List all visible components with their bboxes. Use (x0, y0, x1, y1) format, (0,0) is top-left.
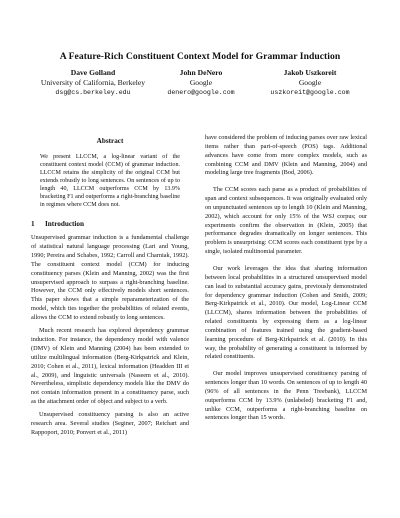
author-2 (166, 68, 236, 97)
paper-title: A Feature-Rich Constituent Context Model for Grammar Induction (59, 51, 341, 62)
author-3 (246, 68, 374, 97)
abstract-heading: Abstract (96, 137, 124, 145)
author-email: uszkoreit@google.com (270, 88, 350, 96)
abstract-text: We present LLCCM, a log-linear variant of the constituent context model (CCM) of grammar induction. LLCCM retains the simplicity of the original CCM but extends robustly to long sentences. On sentences of up to length 40, LLCCM outperforms CCM by 13.9% bracketing F1 and outperforms a right-branching baseline in regimes where CCM does not. (40, 153, 180, 209)
author-name: Dave Golland (70, 68, 116, 77)
body-paragraph: Much recent research has explored dependency grammar induction. For instance, the dependency model with valence (DMV) of Klein and Manning (2004) has been extended to utilize multilingual information (Berg-Kirkpatrick and Klein, 2010; Cohen et al., 2011), lexical information (Headden III et al., 2009), and linguistic universals (Naseem et al., 2010). Nevertheless, simplistic dependency models like the DMV do not contain information present in a constituency parse, such as the attachment order of object and subject to a verb. (31, 327, 189, 406)
left-column (31, 134, 189, 442)
author-affiliation: University of California, Berkeley (40, 77, 146, 87)
author-name: John DeNero (179, 68, 223, 77)
body-paragraph: have considered the problem of inducing parses over raw lexical items rather than part-of-speech (POS) tags. Additional advances have come from more complex models, such as combining CCM and DMV (Klein and Manning, 2004) and modeling large tree fragments (Bod, 2006). (205, 134, 367, 177)
author-email: denero@google.com (167, 88, 235, 96)
author-affiliation: Google (189, 77, 213, 87)
author-affiliation: Google (298, 77, 322, 87)
body-paragraph: Unsupervised constituency parsing is also an active research area. Several studies (Seginer, 2007; Reichart and Rappoport, 2010; Ponvert et al., 2011) (31, 411, 189, 437)
author-1 (28, 68, 158, 97)
section-heading (31, 220, 189, 229)
body-paragraph: Unsupervised grammar induction is a fundamental challenge of statistical natural language processing (Lari and Young, 1990; Pereira and Schabes, 1992; Carroll and Charniak, 1992). The constituent context model (CCM) for inducing constituency parses (Klein and Manning, 2002) was the first unsupervised approach to surpass a right-branching baseline. However, the CCM only effectively models short sentences. This paper shows that a simple reparameterization of the model, which ties together the probabilities of related events, allows the CCM to extend robustly to long sentences. (31, 234, 189, 321)
author-email: dsg@cs.berkeley.edu (55, 88, 131, 96)
body-paragraph: The CCM scores each parse as a product of probabilities of span and context subsequences. It was originally evaluated only on unpunctuated sentences up to length 10 (Klein and Manning, 2002), which account for only 15% of the WSJ corpus; our experiments confirm the observation in (Klein, 2005) that performance degrades dramatically on longer sentences. This problem is unsurprising: CCM scores each constituent type by a single, isolated multinomial parameter. (205, 186, 367, 256)
body-paragraph: Our model improves unsupervised constituency parsing of sentences longer than 10 words. On sentences of up to length 40 (96% of all sentences in the Penn Treebank), LLCCM outperforms CCM by 13.9% (unlabeled) bracketing F1 and, unlike CCM, outperforms a right-branching baseline on sentences longer than 15 words. (205, 370, 367, 422)
body-paragraph: Our work leverages the idea that sharing information between local probabilities in a structured unsupervised model can lead to substantial accuracy gains, previously demonstrated for dependency grammar induction (Cohen and Smith, 2009; Berg-Kirkpatrick et al., 2010). Our model, Log-Linear CCM (LLCCM), shares information between the probabilities of related constituents by expressing them as a log-linear combination of features trained using the gradient-based learning procedure of Berg-Kirkpatrick et al. (2010). In this way, the probability of generating a constituent is informed by related constituents. (205, 264, 367, 361)
section-title: Introduction (45, 219, 85, 228)
right-column (205, 134, 367, 428)
section-number: 1 (31, 219, 35, 228)
author-name: Jakob Uszkoreit (283, 68, 337, 77)
